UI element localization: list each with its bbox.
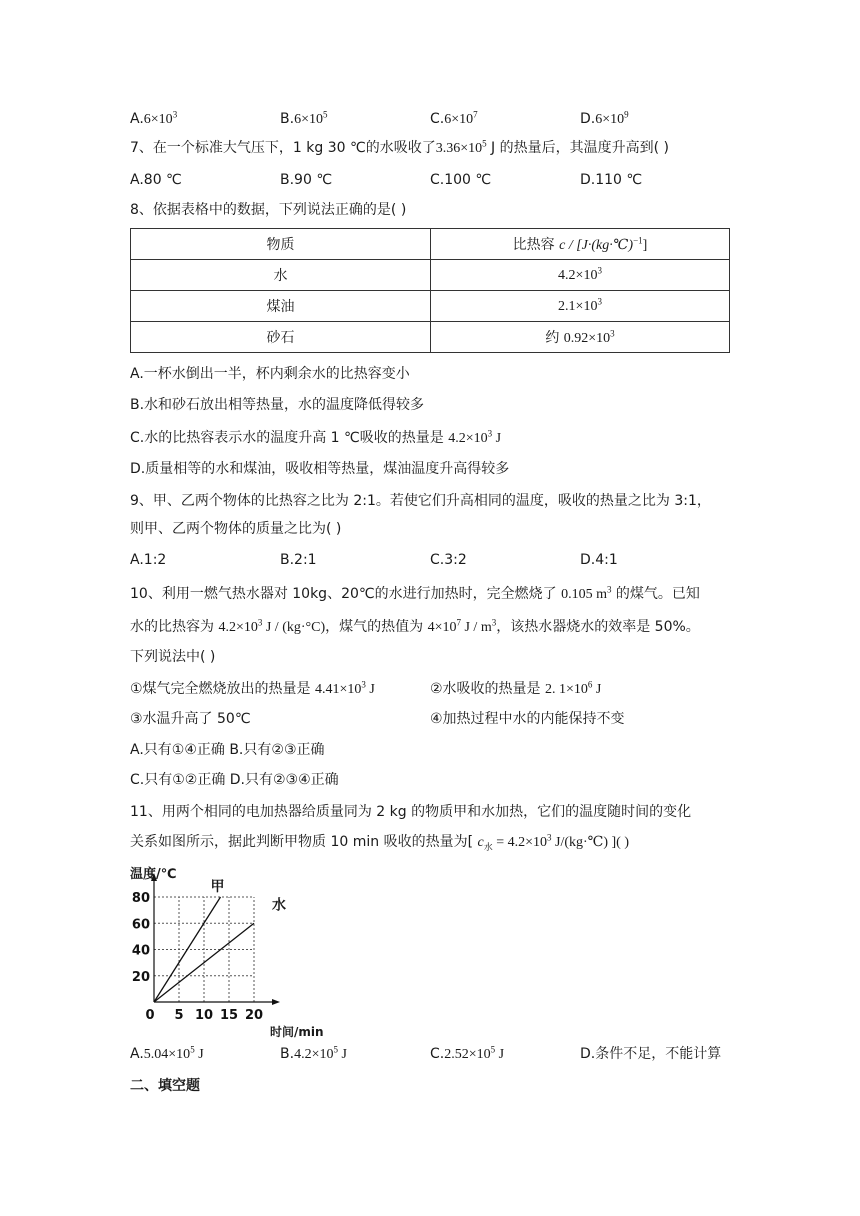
q6-option-b[interactable]: $B.6\times 10^5$: [280, 109, 328, 127]
q10-options-cd[interactable]: C.只有①②正确 D.只有②③④正确: [130, 772, 339, 788]
table-cell-value: $2.1\times 10^3$: [431, 291, 730, 322]
q7-option-a[interactable]: A.80 ℃: [130, 172, 182, 188]
q10-stem-line2: 水的比热容为 $4.2\times 10^3$ J / (kg·°C)，煤气的热值为 $4\times 10^7$ J / $m^3$，该热水器烧水的效率是 50%。: [130, 617, 700, 635]
q10-statement-1: ①煤气完全燃烧放出的热量是 $4.41\times 10^3$ J: [130, 679, 375, 697]
table-row: [131, 260, 730, 291]
q11-option-a[interactable]: $A.5.04\times 10^5$ J: [130, 1044, 204, 1062]
q6-option-c[interactable]: $C.6\times 10^7$: [430, 109, 478, 127]
q9-stem-line1: 9、甲、乙两个物体的比热容之比为 2:1。若使它们升高相同的温度，吸收的热量之比为 3:1，: [130, 493, 711, 509]
table-cell-substance: 水: [131, 260, 431, 291]
q10-statement-3: ③水温升高了 50℃: [130, 711, 251, 727]
y-tick-label: 20: [131, 969, 150, 985]
x-tick-label: 0: [145, 1008, 155, 1023]
q7-options: [130, 170, 730, 190]
table-cell-value: 约 $0.92\times 10^3$: [431, 322, 730, 353]
table-cell-value: $4.2\times 10^3$: [431, 260, 730, 291]
specific-heat-table: [130, 228, 730, 353]
y-tick-label: 80: [131, 891, 150, 906]
q11-option-b[interactable]: $B.4.2\times 10^5$ J: [280, 1044, 347, 1062]
q8-option-b[interactable]: B.水和砂石放出相等热量，水的温度降低得较多: [130, 397, 425, 413]
x-tick-label: 15: [219, 1008, 239, 1023]
q11-option-c[interactable]: $C.2.52\times 10^5$ J: [430, 1044, 505, 1062]
q10-statement-2: ②水吸收的热量是 2. $1\times 10^6$ J: [430, 679, 602, 697]
x-tick-label: 20: [244, 1008, 264, 1023]
q11-stem-line1: 11、用两个相同的电加热器给质量同为 2 kg 的物质甲和水加热，它们的温度随时间的变化: [130, 804, 692, 820]
q9-option-a[interactable]: A.1:2: [130, 552, 167, 568]
q10-stem-line1: 10、利用一燃气热水器对 10kg、20℃的水进行加热时，完全燃烧了 0.105 $m^3$ 的煤气。已知: [130, 584, 700, 602]
y-tick-label: 40: [131, 943, 150, 959]
q10-stem-line3: 下列说法中( ): [130, 649, 216, 665]
q8-stem: 8、依据表格中的数据，下列说法正确的是( ): [130, 202, 407, 218]
chart-y-axis-label: 温度/℃: [130, 867, 177, 882]
temperature-time-chart: [128, 860, 328, 1040]
chart-grid: [154, 897, 254, 1002]
q6-options: [130, 109, 730, 129]
q11-option-d[interactable]: D.条件不足，不能计算: [580, 1046, 722, 1062]
q8-option-a[interactable]: A.一杯水倒出一半，杯内剩余水的比热容变小: [130, 366, 410, 382]
q7-option-c[interactable]: C.100 ℃: [430, 172, 492, 188]
q11-stem-line2: 关系如图所示，据此判断甲物质 10 min 吸收的热量为[ $c_水 = 4.2\times 10^3$ J/(kg·℃) ]( ): [130, 832, 629, 853]
q7-stem: 7、在一个标准大气压下，1 kg 30 ℃的水吸收了$3.36\times 10^5$ J 的热量后，其温度升高到( ): [130, 138, 670, 156]
section-heading-fill-in: 二、填空题: [130, 1078, 200, 1094]
q7-option-b[interactable]: B.90 ℃: [280, 172, 333, 188]
chart-x-axis-label: 时间/min: [270, 1025, 324, 1039]
table-row: [131, 291, 730, 322]
table-cell-substance: 煤油: [131, 291, 431, 322]
x-tick-label: 5: [174, 1008, 184, 1023]
chart-ticks: [132, 891, 263, 1023]
q8-option-d[interactable]: D.质量相等的水和煤油，吸收相等热量，煤油温度升高得较多: [130, 461, 510, 477]
x-axis-arrow: [272, 999, 280, 1005]
q10-options-ab[interactable]: A.只有①④正确 B.只有②③正确: [130, 742, 325, 758]
series-label-water: 水: [272, 897, 286, 914]
q9-option-c[interactable]: C.3:2: [430, 552, 467, 568]
q9-options: [130, 550, 730, 570]
q10-statement-4: ④加热过程中水的内能保持不变: [430, 711, 625, 727]
q7-option-d[interactable]: D.110 ℃: [580, 172, 643, 188]
table-header-substance: 物质: [131, 229, 431, 260]
q6-option-a[interactable]: $A.6\times 10^3$: [130, 109, 178, 127]
x-tick-label: 10: [194, 1008, 214, 1023]
table-header-specific-heat: 比热容 c / [J·(kg·℃)$^{-1}$]: [431, 229, 730, 260]
series-label-jia: 甲: [210, 879, 225, 895]
q9-option-b[interactable]: B.2:1: [280, 552, 317, 568]
table-cell-substance: 砂石: [131, 322, 431, 353]
series-line-water: [154, 923, 254, 1002]
table-row: [131, 322, 730, 353]
q9-stem-line2: 则甲、乙两个物体的质量之比为( ): [130, 521, 342, 537]
q8-option-c[interactable]: C.水的比热容表示水的温度升高 1 ℃吸收的热量是 $4.2\times 10^3$ J: [130, 428, 502, 446]
q9-option-d[interactable]: D.4:1: [580, 552, 618, 568]
q11-options: [130, 1044, 730, 1064]
q6-option-d[interactable]: $D.6\times 10^9$: [580, 109, 629, 127]
y-tick-label: 60: [131, 917, 150, 933]
table-header-row: [131, 229, 730, 260]
